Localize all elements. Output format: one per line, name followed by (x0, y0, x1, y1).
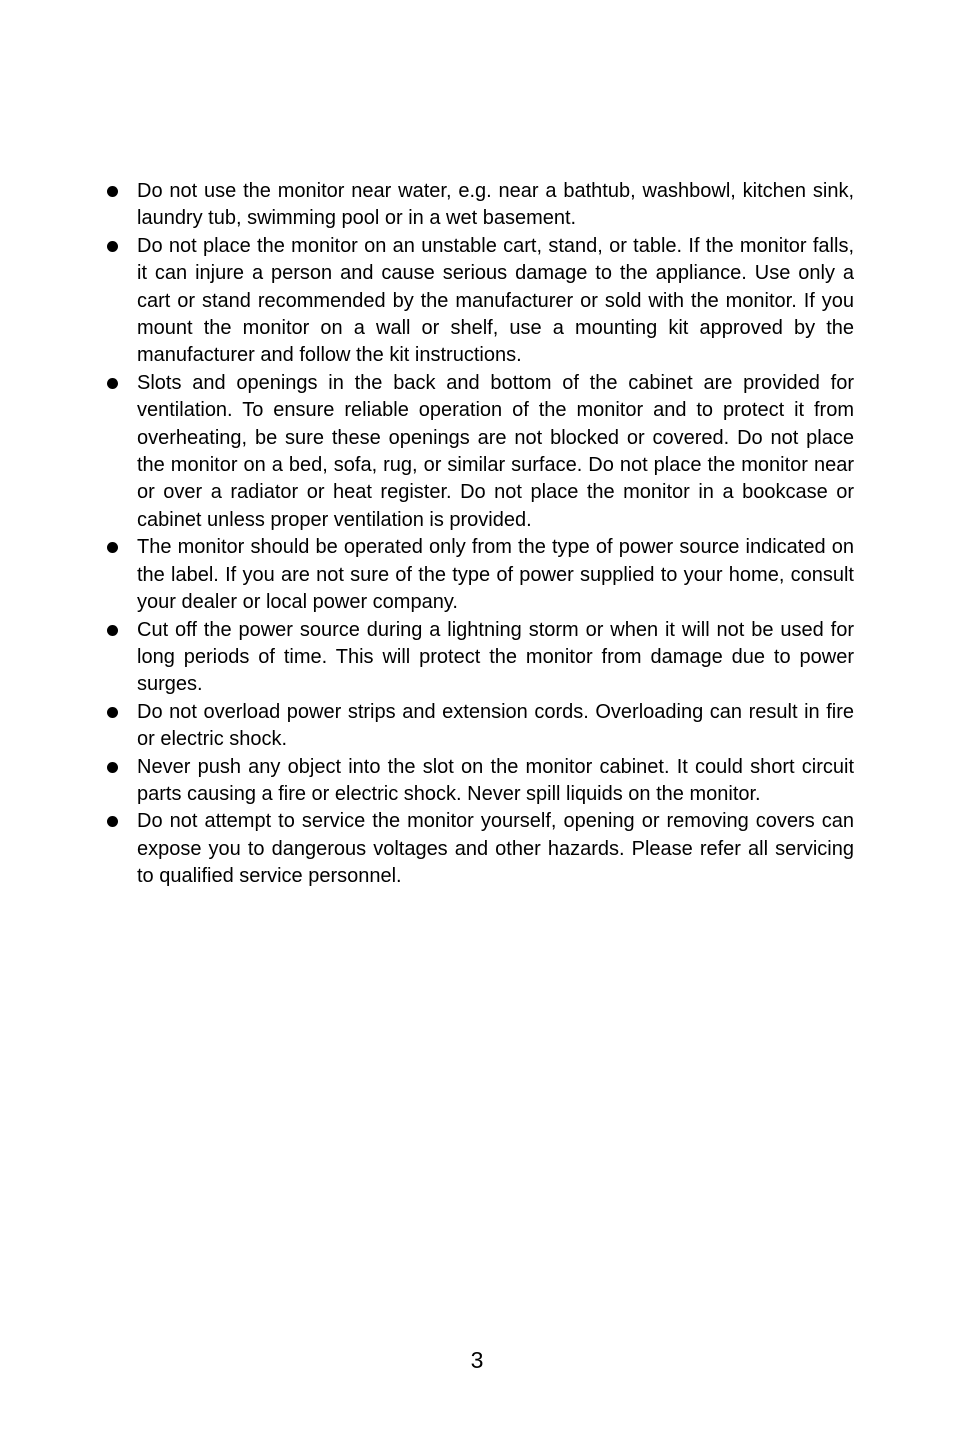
list-item-text: Do not attempt to service the monitor yourself, opening or removing covers can expose you to dangerous voltages and other hazards. Please refer all servicing to qualified service personnel. (137, 810, 854, 888)
list-item (100, 178, 854, 233)
list-item (100, 754, 854, 809)
bullet-icon (107, 241, 118, 252)
list-item-text: Slots and openings in the back and bottom of the cabinet are provided for ventilation. To ensure reliable operation of the monitor and to protect it from overheating, be sure these openings are not blocked or covered. Do not place the monitor on a bed, sofa, rug, or similar surface. Do not place the monitor near or over a radiator or heat register. Do not place the monitor in a bookcase or cabinet unless proper ventilation is provided. (137, 371, 854, 531)
safety-bullet-list (100, 178, 854, 891)
list-item-text: Do not overload power strips and extension cords. Overloading can result in fire or electric shock. (137, 700, 854, 751)
page-number: 3 (470, 1347, 484, 1373)
bullet-icon (107, 378, 118, 389)
list-item-text: The monitor should be operated only from the type of power source indicated on the label. If you are not sure of the type of power supplied to your home, consult your dealer or local power company. (137, 536, 854, 614)
bullet-icon (107, 816, 118, 827)
list-item (100, 534, 854, 616)
list-item (100, 808, 854, 890)
bullet-icon (107, 625, 118, 636)
list-item-text: Do not use the monitor near water, e.g. near a bathtub, washbowl, kitchen sink, laundry tub, swimming pool or in a wet basement. (137, 180, 854, 230)
list-item-text: Do not place the monitor on an unstable cart, stand, or table. If the monitor falls, it can injure a person and cause serious damage to the appliance. Use only a cart or stand recommended by the manufacturer or sold with the monitor. If you mount the monitor on a wall or shelf, use a mounting kit approved by the manufacturer and follow the kit instructions. (137, 234, 854, 367)
bullet-icon (107, 186, 118, 197)
list-item-text: Cut off the power source during a lightning storm or when it will not be used for long periods of time. This will protect the monitor from damage due to power surges. (137, 618, 854, 696)
bullet-icon (107, 762, 118, 773)
bullet-icon (107, 707, 118, 718)
list-item (100, 233, 854, 370)
list-item (100, 617, 854, 699)
list-item (100, 699, 854, 754)
list-item-text: Never push any object into the slot on the monitor cabinet. It could short circuit parts causing a fire or electric shock. Never spill liquids on the monitor. (137, 755, 854, 805)
bullet-icon (107, 542, 118, 553)
list-item (100, 370, 854, 534)
